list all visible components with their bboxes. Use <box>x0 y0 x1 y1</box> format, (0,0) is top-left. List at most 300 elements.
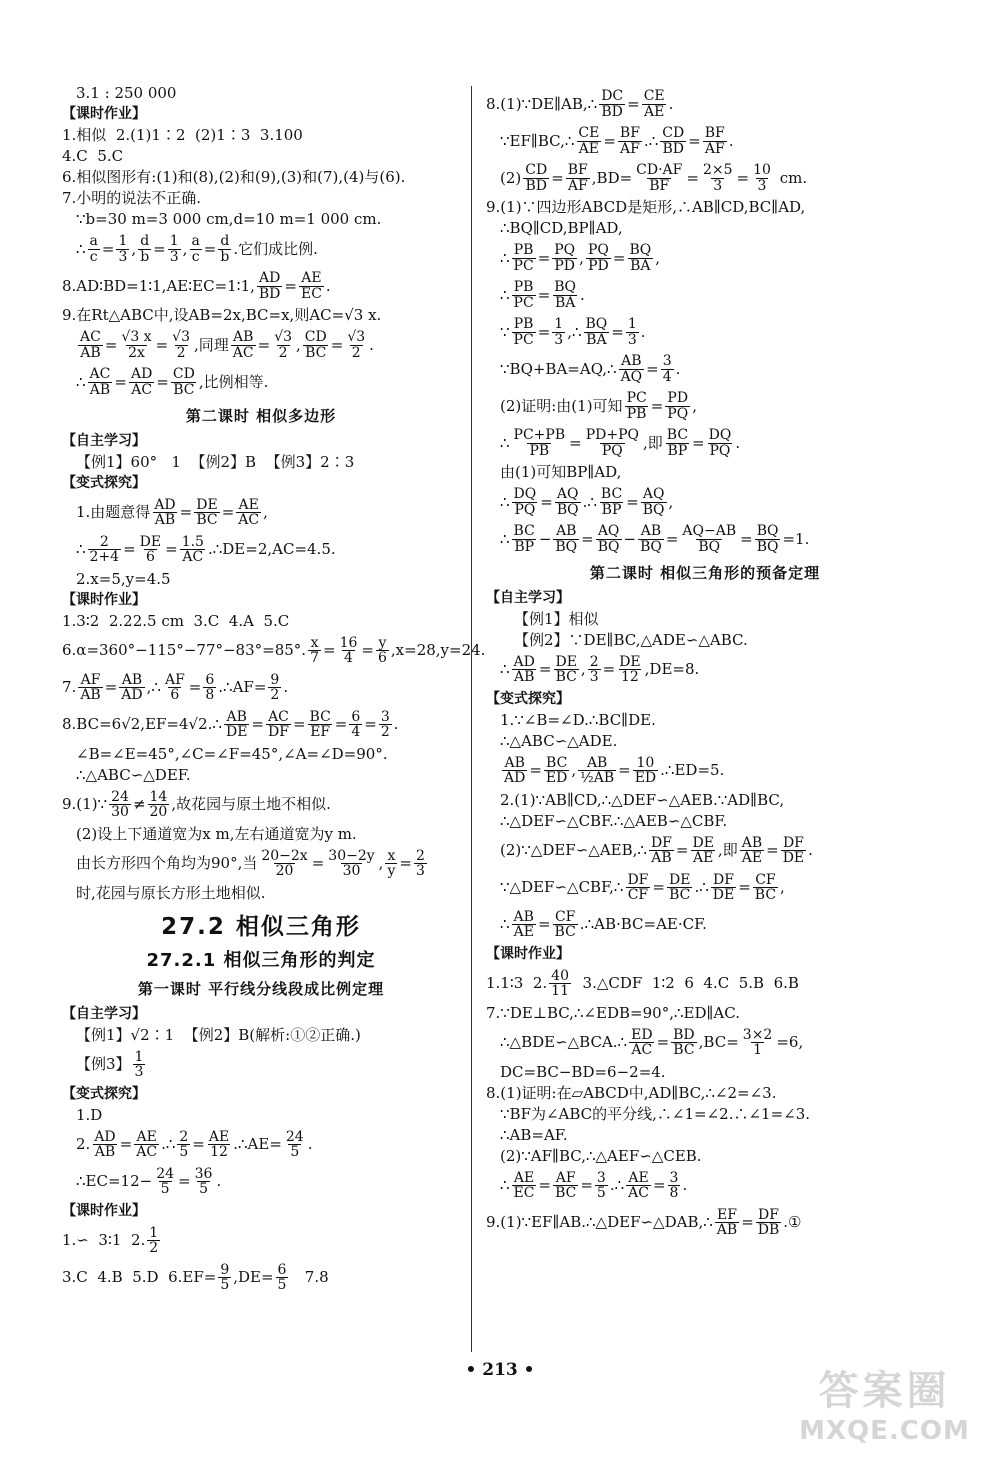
answer-line <box>62 232 460 266</box>
fraction <box>566 163 590 193</box>
fraction-numerator: √3 x <box>121 328 152 345</box>
text-segment: ∴AB=AF. <box>500 1125 568 1144</box>
answer-line <box>486 1206 924 1240</box>
fraction <box>189 234 201 264</box>
text-segment: = <box>581 529 594 548</box>
fraction <box>553 524 579 554</box>
fraction-numerator: 2 <box>179 1128 189 1145</box>
fraction <box>379 710 392 740</box>
fraction <box>512 487 539 517</box>
text-segment: DC=BC−BD=6−2=4. <box>500 1062 666 1081</box>
answer-line <box>62 1026 460 1045</box>
text-segment: = <box>119 1135 133 1154</box>
fraction <box>512 243 536 273</box>
fraction-numerator: DE <box>619 653 641 670</box>
fraction <box>665 428 690 458</box>
fraction <box>116 234 129 264</box>
fraction-numerator: a <box>191 232 200 249</box>
fraction-denominator: 5 <box>179 1144 189 1161</box>
fraction-numerator: AD <box>154 496 176 513</box>
fraction <box>642 89 667 119</box>
fraction-numerator: CD <box>304 328 327 345</box>
fraction <box>703 126 727 156</box>
fraction <box>660 126 686 156</box>
fraction-denominator: BC <box>673 1042 695 1059</box>
fraction-denominator: AE <box>513 924 534 941</box>
fraction-denominator: BD <box>662 140 684 157</box>
lesson-heading: 第一课时 平行线分线段成比例定理 <box>137 980 385 998</box>
text-segment: − <box>623 529 637 548</box>
text-segment: , <box>668 492 674 511</box>
fraction-numerator: AD <box>94 1128 116 1145</box>
text-segment: 9.在Rt△ABC中,设AB=2x,BC=x,则AC=√3 x. <box>62 306 382 325</box>
lesson-heading: 第二课时 相似多边形 <box>185 407 337 425</box>
text-segment: . <box>307 1135 313 1154</box>
fraction-denominator: 5 <box>220 1277 230 1294</box>
fraction <box>552 243 577 273</box>
fraction <box>308 636 321 666</box>
answer-line <box>62 453 460 472</box>
text-segment: = <box>612 248 626 267</box>
answer-line <box>486 124 924 158</box>
answer-line <box>486 631 924 650</box>
fraction-numerator: AE <box>513 1169 535 1186</box>
fraction <box>268 673 281 703</box>
fraction <box>625 391 649 421</box>
text-segment: 3.△CDF 1∶2 6 4.C 5.B 6.B <box>572 974 799 993</box>
text-segment: ,DE=8. <box>644 660 700 679</box>
answer-line <box>486 1084 924 1103</box>
fraction-numerator: 6 <box>277 1261 287 1278</box>
fraction-denominator: b <box>220 248 230 265</box>
text-segment: , <box>378 854 384 873</box>
text-segment: . <box>668 94 674 113</box>
fraction-numerator: AB <box>586 754 608 771</box>
text-segment: ∴ <box>76 239 86 258</box>
fraction <box>88 535 122 565</box>
text-segment: ∴ <box>500 915 510 934</box>
fraction <box>193 1167 215 1197</box>
fraction <box>671 1028 697 1058</box>
answer-line <box>486 908 924 942</box>
fraction-numerator: 40 <box>551 967 569 984</box>
fraction-denominator: 6 <box>377 650 387 667</box>
fraction-denominator: AF <box>620 140 640 157</box>
text-segment: (2)∵AF∥BC,∴△AEF∽△CEB. <box>500 1146 702 1165</box>
subsection-heading: 27.2.1 相似三角形的判定 <box>146 949 376 971</box>
watermark-logo <box>787 1359 982 1447</box>
fraction <box>303 330 329 360</box>
text-segment: , <box>580 660 586 679</box>
fraction-denominator: PQ <box>709 442 731 459</box>
section-label: 【变式探究】 <box>62 474 146 491</box>
fraction-numerator: 24 <box>156 1165 175 1182</box>
answer-line <box>486 485 924 519</box>
fraction-denominator: AC <box>131 381 153 398</box>
text-segment: 1.1∶3 2. <box>486 974 548 993</box>
fraction-denominator: DF <box>268 724 289 741</box>
fraction-numerator: 2×5 <box>702 161 733 178</box>
answer-line <box>486 610 924 629</box>
fraction-denominator: PC <box>513 331 534 348</box>
answer-line <box>62 210 460 229</box>
fraction-numerator: DE <box>196 496 218 513</box>
fraction-numerator: AB <box>232 328 254 345</box>
text-segment: ∴EC=12− <box>76 1172 153 1191</box>
fraction-numerator: 6 <box>205 671 215 688</box>
fraction <box>148 790 170 820</box>
fraction <box>555 487 581 517</box>
text-segment: ∴ <box>76 540 86 559</box>
fraction <box>299 271 324 301</box>
fraction-denominator: AF <box>567 177 588 194</box>
text-segment: 由(1)可知BP∥AD, <box>500 463 622 482</box>
fraction-denominator: AE <box>578 140 600 157</box>
fraction-numerator: AE <box>301 269 322 286</box>
text-segment: = <box>626 492 639 511</box>
fraction-denominator: AB <box>80 344 101 361</box>
text-segment: .∴AF= <box>218 678 267 697</box>
answer-line <box>486 426 924 460</box>
answer-line <box>486 1105 924 1124</box>
answer-line <box>62 1165 460 1199</box>
fraction-denominator: AC <box>631 1042 653 1059</box>
text-segment: 9.(1)∵ <box>62 795 108 814</box>
fraction-numerator: AD <box>130 365 153 382</box>
answer-line <box>486 1126 924 1145</box>
text-segment: 3.C 4.B 5.D 6.EF= <box>62 1268 217 1287</box>
fraction <box>599 89 625 119</box>
fraction-numerator: √3 <box>274 328 293 345</box>
fraction <box>168 234 181 264</box>
text-segment: ,即 <box>642 433 663 452</box>
fraction <box>711 873 736 903</box>
fraction-numerator: BC <box>546 754 568 771</box>
answer-line <box>486 1169 924 1203</box>
fraction-numerator: AE <box>628 1169 649 1186</box>
fraction-numerator: CF <box>554 908 576 925</box>
fraction-numerator: 30−2y <box>328 847 375 864</box>
fraction-denominator: 30 <box>342 863 361 880</box>
fraction <box>180 535 206 565</box>
fraction-numerator: DE <box>668 871 691 888</box>
fraction <box>78 330 103 360</box>
text-segment: = <box>650 396 664 415</box>
text-segment: 9.(1)∵四边形ABCD是矩形,∴AB∥CD,BC∥AD, <box>486 198 806 217</box>
fraction <box>138 535 163 565</box>
fraction-denominator: 3 <box>134 1064 144 1081</box>
fraction-denominator: AB <box>89 381 111 398</box>
fraction-numerator: DF <box>758 1206 779 1223</box>
fraction <box>781 836 806 866</box>
fraction-numerator: BQ <box>554 278 577 295</box>
fraction-numerator: 6 <box>351 708 361 725</box>
fraction <box>586 243 611 273</box>
text-segment: = <box>114 372 127 391</box>
fraction-numerator: x <box>310 634 319 651</box>
fraction-numerator: PQ <box>587 241 609 258</box>
text-segment: ,∴ <box>567 322 582 341</box>
fraction-denominator: AB <box>514 669 535 686</box>
fraction-numerator: PD <box>667 389 689 406</box>
answer-line <box>62 269 460 303</box>
text-segment: − <box>538 529 552 548</box>
fraction-numerator: 16 <box>339 634 358 651</box>
fraction <box>385 849 397 879</box>
text-segment: . <box>216 1172 222 1191</box>
text-segment: = <box>692 433 705 452</box>
text-segment: = <box>738 878 751 897</box>
fraction <box>92 1130 117 1160</box>
fraction <box>152 498 177 528</box>
text-segment: 【例2】∵DE∥BC,△ADE∽△ABC. <box>514 630 748 649</box>
text-segment: ∵BF为∠ABC的平分线,∴∠1=∠2.∴∠1=∠3. <box>500 1104 811 1123</box>
fraction-numerator: √3 <box>347 328 366 345</box>
fraction <box>512 317 536 347</box>
fraction <box>661 354 674 384</box>
answer-line <box>62 126 460 145</box>
fraction-denominator: 2x <box>128 344 145 361</box>
answer-line <box>62 766 460 785</box>
fraction-denominator: PB <box>626 405 647 422</box>
answer-line <box>62 306 460 325</box>
fraction-numerator: AF <box>555 1169 576 1186</box>
fraction <box>138 234 151 264</box>
fraction-numerator: 1.5 <box>181 533 204 550</box>
answer-line <box>486 834 924 868</box>
answer-line <box>62 884 460 903</box>
text-segment: = <box>652 1176 666 1195</box>
fraction <box>349 710 362 740</box>
fraction-numerator: 1 <box>134 1048 144 1065</box>
text-segment: = <box>251 715 264 734</box>
text-segment: . <box>283 678 289 697</box>
answer-line <box>486 389 924 423</box>
fraction <box>134 1130 159 1160</box>
text-segment: = <box>646 359 659 378</box>
fraction <box>276 1263 289 1293</box>
text-segment: ∴ <box>500 248 510 267</box>
section-label: 【自主学习】 <box>62 1005 146 1022</box>
text-segment: 4.C 5.C <box>62 147 124 166</box>
fraction-numerator: AB <box>621 352 642 369</box>
fraction <box>576 126 601 156</box>
text-segment: = <box>292 715 306 734</box>
fraction <box>627 243 653 273</box>
text-segment: (2)证明:由(1)可知 <box>500 396 623 415</box>
text-segment: 2.x=5,y=4.5 <box>76 569 171 588</box>
fraction <box>549 969 571 999</box>
text-segment: 1.∵∠B=∠D.∴BC∥DE. <box>500 710 656 729</box>
answer-line <box>486 1004 924 1023</box>
text-segment: ,故花园与原土地不相似. <box>171 795 331 814</box>
text-segment: . <box>675 359 681 378</box>
text-segment: = <box>537 322 551 341</box>
fraction-denominator: AE <box>693 850 714 867</box>
text-segment: ∴ <box>500 285 510 304</box>
text-segment: , <box>692 396 697 415</box>
text-segment: = <box>656 1033 670 1052</box>
text-segment: 【例1】√2∶1 【例2】B(解析:①②正确.) <box>76 1025 361 1044</box>
fraction-denominator: 8 <box>669 1185 679 1202</box>
fraction-denominator: 20 <box>149 804 168 821</box>
answer-line <box>62 788 460 822</box>
text-segment: . <box>369 335 374 354</box>
text-segment: .∴ED=5. <box>660 761 725 780</box>
fraction-denominator: 3 <box>589 669 599 686</box>
fraction-numerator: AB <box>741 834 763 851</box>
text-segment: .① <box>783 1213 802 1232</box>
fraction-denominator: BP <box>514 538 535 555</box>
answer-line <box>486 754 924 788</box>
fraction-denominator: BD <box>525 177 547 194</box>
text-segment: = <box>538 660 552 679</box>
fraction <box>512 280 536 310</box>
text-segment: 2. <box>76 1135 91 1154</box>
watermark-logo-top: 答案圈 <box>818 1368 951 1414</box>
text-segment: .∴ <box>643 131 659 150</box>
fraction-denominator: PD <box>588 257 609 274</box>
text-segment: ∵BQ+BA=AQ,∴ <box>500 359 617 378</box>
fraction-denominator: BC <box>669 887 691 904</box>
text-segment: = <box>330 335 344 354</box>
fraction-numerator: AB <box>556 522 577 539</box>
text-segment: , <box>263 503 268 522</box>
fraction-denominator: BP <box>601 501 622 518</box>
fraction-denominator: 8 <box>205 687 215 704</box>
fraction <box>512 428 568 458</box>
answer-line <box>486 1147 924 1166</box>
section-label: 【课时作业】 <box>62 1202 146 1219</box>
text-segment: = <box>178 1172 191 1191</box>
text-segment: 1.相似 2.(1)1∶2 (2)1∶3 3.100 <box>62 126 303 145</box>
watermark-logo-bottom: MXQE.COM <box>799 1416 970 1446</box>
fraction-denominator: c <box>191 248 200 265</box>
fraction-numerator: PB <box>513 278 534 295</box>
text-segment: = <box>399 854 412 873</box>
text-segment: , <box>296 335 301 354</box>
fraction <box>224 710 249 740</box>
fraction <box>376 636 389 666</box>
text-segment: ∴△DEF∽△CBF.∴△AEB∽△CBF. <box>500 811 728 830</box>
answer-line <box>62 328 460 362</box>
fraction-numerator: 9 <box>270 671 280 688</box>
answer-line <box>62 496 460 530</box>
fraction-denominator: AF <box>704 140 725 157</box>
text-segment: = <box>611 322 624 341</box>
fraction <box>231 330 256 360</box>
fraction-denominator: 3 <box>118 248 128 265</box>
answer-line <box>486 315 924 349</box>
fraction <box>88 367 113 397</box>
text-segment: .∴ <box>694 878 709 897</box>
text-segment: = <box>551 168 564 187</box>
fraction-numerator: DE <box>139 533 162 550</box>
fraction-denominator: EF <box>310 724 331 741</box>
answer-line <box>62 570 460 589</box>
fraction-denominator: 2 <box>149 1240 159 1257</box>
text-segment: = <box>686 168 699 187</box>
fraction-denominator: PB <box>529 442 550 459</box>
answer-line <box>62 365 460 399</box>
text-segment: = <box>188 678 202 697</box>
fraction-denominator: ½AB <box>580 770 615 787</box>
fraction <box>171 367 197 397</box>
fraction-denominator: 12 <box>621 669 639 686</box>
fraction <box>326 849 376 879</box>
fraction-denominator: BC <box>196 512 218 529</box>
fraction-denominator: CF <box>627 887 649 904</box>
fraction <box>595 1171 608 1201</box>
text-segment: ,DE= <box>233 1268 274 1287</box>
fraction <box>553 655 578 685</box>
fraction-denominator: BQ <box>555 538 578 555</box>
right-column <box>486 84 924 1243</box>
text-segment: = <box>675 841 689 860</box>
fraction-numerator: AE <box>208 1128 230 1145</box>
answer-line <box>62 634 486 668</box>
text-segment: = <box>364 715 377 734</box>
fraction <box>668 1171 681 1201</box>
text-segment: 8.AD∶BD=1∶1,AE∶EC=1∶1, <box>62 276 255 295</box>
fraction-denominator: 5 <box>290 1144 300 1161</box>
fraction <box>512 1171 537 1201</box>
text-segment: = <box>537 248 551 267</box>
text-segment: = <box>179 503 193 522</box>
answer-line <box>486 463 924 482</box>
fraction-denominator: ED <box>634 770 657 787</box>
fraction-numerator: AQ <box>556 485 579 502</box>
fraction-denominator: 5 <box>199 1181 208 1198</box>
fraction-denominator: 3 <box>713 177 723 194</box>
text-segment: ,BD= <box>591 168 633 187</box>
fraction-denominator: AC <box>136 1144 158 1161</box>
fraction-denominator: BC <box>305 344 327 361</box>
fraction-numerator: PQ <box>554 241 576 258</box>
answer-line <box>62 1261 460 1295</box>
fraction <box>203 673 216 703</box>
fraction <box>618 126 642 156</box>
fraction-denominator: BQ <box>756 538 779 555</box>
fraction-numerator: a <box>89 232 98 249</box>
fraction-numerator: 1 <box>118 232 128 249</box>
answer-line <box>486 871 924 905</box>
text-segment: = <box>221 503 235 522</box>
section-label: 【课时作业】 <box>62 105 146 122</box>
fraction-denominator: ED <box>545 770 568 787</box>
fraction-denominator: EC <box>300 285 322 302</box>
fraction <box>633 756 658 786</box>
text-segment: = <box>688 131 701 150</box>
fraction-denominator: PC <box>513 257 534 274</box>
text-segment: ∴ <box>500 529 510 548</box>
text-segment: = <box>334 715 348 734</box>
text-segment: .∴ <box>161 1135 176 1154</box>
fraction <box>163 673 187 703</box>
text-segment: ∵EF∥BC,∴ <box>500 131 575 150</box>
fraction-denominator: BD <box>258 285 281 302</box>
text-segment: ∴ <box>500 492 510 511</box>
fraction <box>553 1171 578 1201</box>
fraction-denominator: BC <box>555 1185 577 1202</box>
fraction <box>345 330 367 360</box>
fraction <box>257 271 283 301</box>
fraction-numerator: DF <box>650 834 672 851</box>
fraction-numerator: 3 <box>662 352 672 369</box>
text-segment: 7.小明的说法不正确. <box>62 189 202 208</box>
fraction <box>553 910 578 940</box>
fraction-denominator: 3 <box>757 177 767 194</box>
